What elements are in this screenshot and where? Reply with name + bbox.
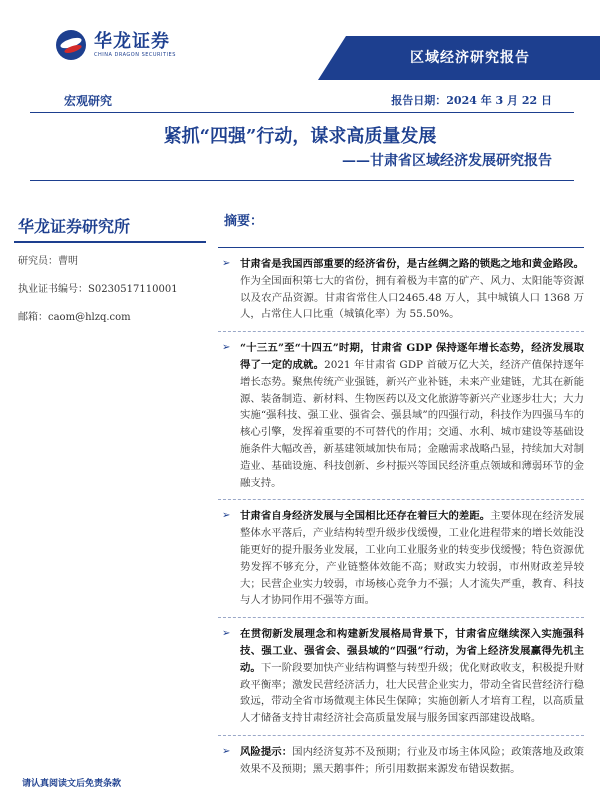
disclaimer-note: 请认真阅读文后免责条款 [22,779,122,789]
report-date: 报告日期：2024 年 3 月 22 日 [391,94,552,107]
logo-english-name: CHINA DRAGON SECURITIES [94,52,176,58]
analyst-email: 邮箱：caom@hlzq.com [18,312,131,323]
abstract-item-lead: 在贯彻新发展理念和构建新发展格局背景下，甘肃省应继续深入实施强科技、强工业、强省会、强县域的“四强”行动，为省上经济发展赢得先机主动。 [240,628,584,674]
triangle-bullet-icon: ➢ [222,510,231,522]
analyst-name: 研究员：曹明 [18,256,78,267]
meta-row [0,86,600,112]
abstract-item [218,736,584,786]
abstract-item-body: 下一阶段要加快产业结构调整与转型升级；优化财政收支，积极提升财政平衡率；激发民营经济活力，壮大民营企业实力，带动全省民营经济行稳致远，带动全省市场微观主体民生保障；实施创新人才培育工程，以高质量人才储备支持甘肃经济社会高质量发展与服务国家西部建设战略。 [240,661,585,725]
abstract-item-lead: 甘肃省是我国西部重要的经济省份，是古丝绸之路的锁匙之地和黄金路段。 [240,258,584,270]
sidebar [14,210,206,325]
page-header [0,0,600,80]
abstract-heading: 摘要： [224,214,264,229]
report-type-label: 区域经济研究报告 [410,50,530,66]
triangle-bullet-icon: ➢ [222,745,231,757]
abstract-item-lead: 风险提示： [240,745,293,758]
abstract-item-body: 作为全国面积第七大的省份，拥有着极为丰富的矿产、风力、太阳能等资源以及农产品资源。甘肃省常住人口2465.48 万人，其中城镇人口 1368 万人，占常住人口比重（城镇化率）为 55.50%。 [240,274,584,321]
abstract-item [218,248,584,332]
abstract-item-body: 2021 年甘肃省 GDP 首破万亿大关，经济产值保持逐年增长态势。聚焦传统产业强链，新兴产业补链，未来产业建链，尤其在新能源、装备制造、新材料、生物医药以及文化旅游等新兴产业逐步壮大；大力实施“强科技、强工业、强省会、强县域”的四强行动，科技作为四强马车的核心引擎，发挥着重要的不可替代的作用；交通、水利、城市建设等基础设施条件大幅改善，新基建领域加快布局；金融需求战略凸显，持续加大对制造业、基础设施、科技创新、乡村振兴等国民经济重点领域和薄弱环节的金融支持。 [240,358,584,489]
abstract-item [218,500,584,618]
triangle-bullet-icon: ➢ [222,628,231,640]
logo-emblem-icon [56,30,86,60]
page-title: 紧抓“四强”行动，谋求高质量发展 [163,126,437,147]
divider-title [30,180,574,181]
triangle-bullet-icon: ➢ [222,258,231,269]
abstract-item [218,618,584,736]
abstract-section [218,210,584,786]
institute-name: 华龙证券研究所 [14,210,206,243]
report-category: 宏观研究 [64,94,113,108]
abstract-item-lead: 甘肃省自身经济发展与全国相比还存在着巨大的差距。 [240,510,491,523]
abstract-item [218,332,584,500]
logo-chinese-name: 华龙证券 [94,31,170,52]
license-number: 执业证书编号：S0230517110001 [18,284,178,295]
abstract-item-lead: “十三五”至“十四五”时期，甘肃省 GDP 保持逐年增长态势，经济发展取得了一定的成就。 [240,342,584,371]
abstract-item-body: 主要体现在经济发展整体水平落后，产业结构转型升级步伐缓慢，工业化进程带来的增长效能没能更好的提升服务业发展，工业向工业服务业的转变步伐缓慢；特色资源优势发挥不够充分，产业链整体效能不高；财政实力较弱，市州财政差异较大；民营企业实力较弱，市场核心竞争力不强；人才流失严重，教育、科技与人才协同作用不强等方面。 [240,510,585,607]
abstract-item-body: 国内经济复苏不及预期；行业及市场主体风险；政策落地及政策效果不及预期；黑天鹅事件；所引用数据来源发布错误数据。 [240,745,585,775]
company-logo [56,30,176,60]
page-subtitle: ——甘肃省区域经济发展研究报告 [342,153,552,169]
divider-top [30,112,574,113]
triangle-bullet-icon: ➢ [222,342,231,354]
